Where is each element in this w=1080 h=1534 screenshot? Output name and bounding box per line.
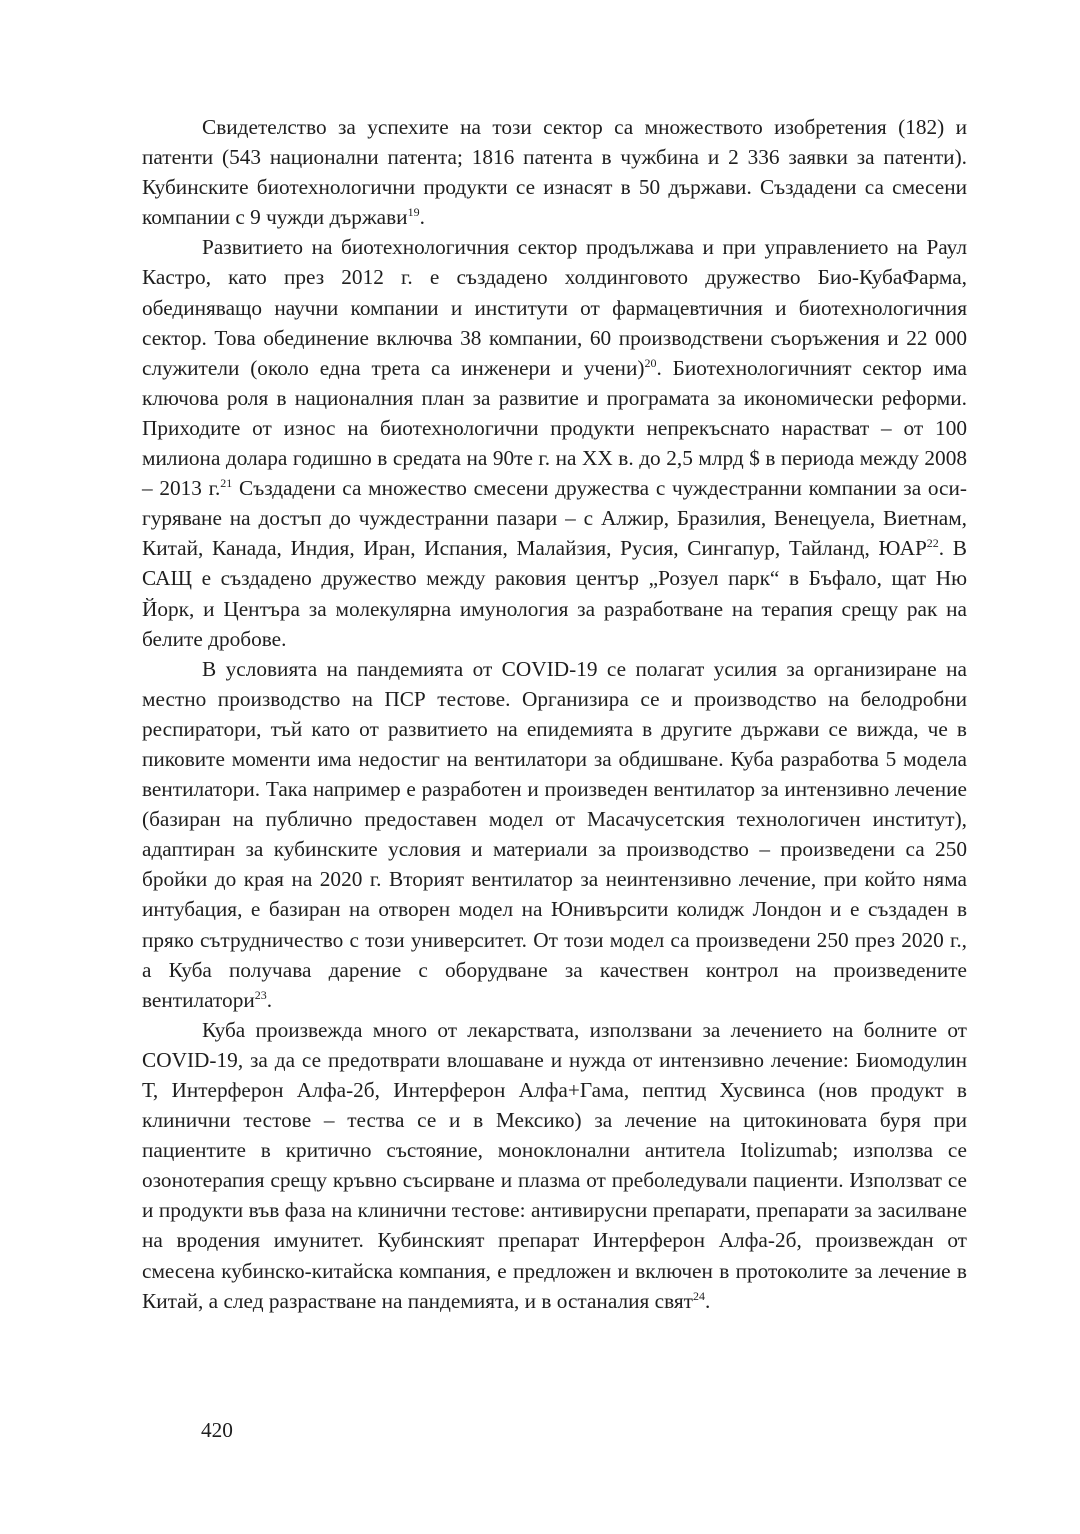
footnote-ref-19[interactable]: 19 xyxy=(407,205,420,220)
footnote-ref-22[interactable]: 22 xyxy=(926,536,939,551)
paragraph-3-tail: . xyxy=(266,987,273,1012)
paragraph-2-text-b: . Биотехнологичният сектор има ключова роля в националния план за развитие и програмата за икономически реформи. Приходите от износ на биотехнологични продукти непрекъснато нарастват – от 100 милиона долара годишно в средата на 90те г. на XX в. до 2,5 млрд $ в периода между 2008 – 2013 г. xyxy=(142,355,967,501)
page-number: 420 xyxy=(201,1418,233,1442)
paragraph-4-tail: . xyxy=(704,1288,711,1313)
footnote-ref-24[interactable]: 24 xyxy=(692,1288,705,1303)
paragraph-2 xyxy=(142,232,967,653)
footnote-ref-20[interactable]: 20 xyxy=(644,355,657,370)
paragraph-4 xyxy=(142,1015,967,1316)
footnote-ref-23[interactable]: 23 xyxy=(254,987,267,1002)
paragraph-1-tail: . xyxy=(419,205,425,230)
paragraph-3 xyxy=(142,654,967,1015)
paragraph-1-text: Свидетелство за успехите на този сектор са множеството изобретения (182) и патенти (543 национални патента; 1816 патента в чужбина и 2 336 заявки за патенти). Кубинските биотехнологични продукти се изнасят в 50 държави. Създадени са смесени компании с 9 чужди държави xyxy=(142,115,967,230)
paragraph-3-text: В условията на пандемията от COVID-19 се полагат усилия за организиране на местно производство на ПСР тестове. Организира се и производство на белодробни респиратори, тъй като от развитието на епидемията в другите държави се вижда, че в пиковите моменти има недостиг на вентилатори за обдишване. Куба разработва 5 модела вентилатори. Така например е разработен и произведен вентилатор за интензивно лечение (базиран на публично предоставен модел от Масачусетския технологичен институт), адаптиран за кубинските условия и материали за производство – произведени са 250 бройки до края на 2020 г. Вторият вентилатор за неинтензивно лечение, при който няма интубация, е базиран на отворен модел на Юнивърсити колидж Лондон и е създаден в пряко сътрудничество с този университет. От този модел са произведени 250 през 2020 г., а Куба получава дарение с оборудване за качествен контрол на произведените вентилатори xyxy=(142,656,967,1012)
footnote-ref-21[interactable]: 21 xyxy=(220,476,233,491)
paragraph-1 xyxy=(142,112,967,232)
paragraph-2-text-d: . В САЩ е създадено дружество между раковия център „Розуел парк“ в Бъфало, щат Ню Йорк, и Центъра за молекулярна имунология за разработване на терапия срещу рак на белите дробове. xyxy=(142,536,967,651)
paragraph-2-text-c: Създадени са множество смесени дружества с чуждестранни компании за осигуряване на достъп до чуждестранни пазари – с Алжир, Бразилия, Венецуела, Виетнам, Китай, Канада, Индия, Иран, Испания, Малайзия, Русия, Сингапур, Тайланд, ЮАР xyxy=(142,476,967,561)
paragraph-2-text: Развитието на биотехнологичния сектор продължава и при управлението на Раул Кастро, като през 2012 г. е създадено холдинговото дружество Био-КубаФарма, обединяващо научни компании и институти от фармацевтичния и биотехнологичния сектор. Това обединение включва 38 компании, 60 производствени съоръжения и 22 000 служители (около една трета са инженери и учени) xyxy=(142,235,967,380)
paragraph-4-text: Куба произвежда много от лекарствата, използвани за лечението на болните от COVID-19, за да се предотврати влошаване и нужда от интензивно лечение: Биомодулин Т, Интерферон Алфа-2б, Интерферон Алфа+Гама, пептид Хусвинса (нов продукт в клинични тестове – тества се и в Мексико) за лечение на цитокиновата буря при пациентите в критично състояние, моноклонални антитела Itolizumab; използва се озонотерапия срещу кръвно съсирване и плазма от преболедували пациенти. Използват се и продукти във фаза на клинични тестове: антивирусни препарати, препарати за засилване на вродения имунитет. Кубинският препарат Интерферон Алфа-2б, произвеждан от смесена кубинско-китайска компания, е предложен и включен в протоколите за лечение в Китай, а след разрастване на пандемията, и в останалия свят xyxy=(142,1017,967,1313)
page-body xyxy=(142,112,967,1316)
